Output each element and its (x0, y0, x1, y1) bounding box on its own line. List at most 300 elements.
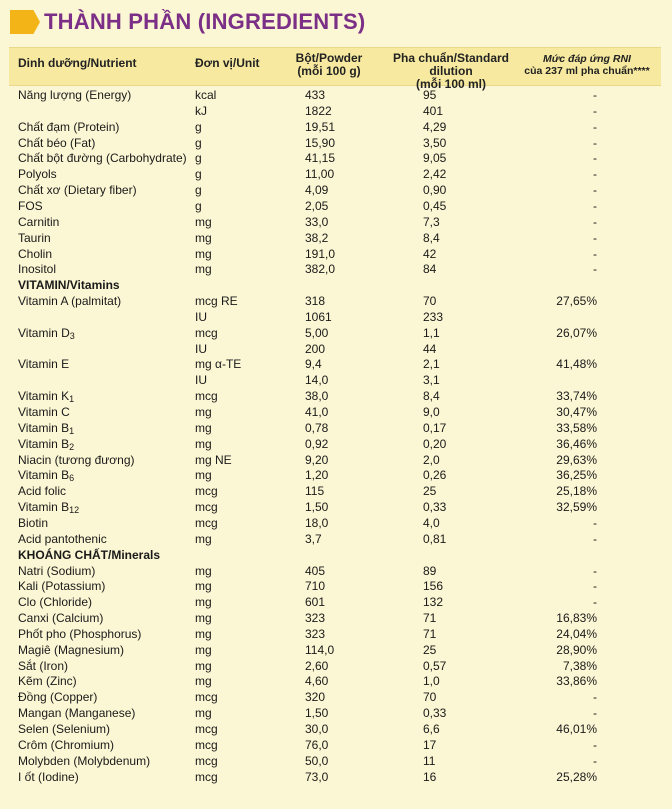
unit-cell: mg (195, 579, 212, 594)
table-row (9, 721, 661, 737)
section-title (18, 547, 160, 563)
nutrient-name-text: Chất béo (Fat) (18, 135, 96, 150)
unit-cell: mg (195, 658, 212, 673)
standard-cell: 0,45 (423, 198, 447, 213)
nutrient-name-text: Acid folic (18, 484, 67, 499)
nutrient-name (18, 420, 74, 436)
rni-cell: - (593, 246, 597, 261)
unit-cell: mg (195, 262, 212, 277)
standard-cell: 0,33 (423, 706, 447, 721)
table-row (9, 198, 661, 214)
standard-cell: 0,17 (423, 420, 447, 435)
rni-cell: - (593, 595, 597, 610)
unit-cell: mg (195, 436, 212, 451)
nutrient-name-text: I ốt (Iodine) (18, 769, 79, 784)
powder-cell: 76,0 (305, 737, 329, 752)
table-row (9, 452, 661, 468)
rni-cell: - (593, 690, 597, 705)
nutrient-name-text: Vitamin B (18, 436, 70, 451)
nutrient-name (18, 499, 79, 515)
standard-cell: 42 (423, 246, 437, 261)
nutrient-name (18, 467, 74, 483)
table-row (9, 293, 661, 309)
arrow-marker-icon (10, 10, 40, 34)
standard-cell: 0,20 (423, 436, 447, 451)
standard-cell: 1,0 (423, 674, 440, 689)
table-row (9, 309, 661, 325)
unit-cell: mcg (195, 690, 218, 705)
powder-cell: 33,0 (305, 214, 329, 229)
standard-cell: 70 (423, 294, 437, 309)
nutrient-name (18, 87, 131, 103)
unit-cell: g (195, 135, 202, 150)
powder-cell: 5,00 (305, 325, 329, 340)
nutrient-name-text: Kali (Potassium) (18, 579, 106, 594)
nutrient-name (18, 483, 66, 499)
unit-cell: mcg (195, 737, 218, 752)
header-unit: Đơn vị/Unit (195, 56, 260, 70)
rni-cell: 30,47% (556, 405, 597, 419)
nutrient-name-text: Molybden (Molybdenum) (18, 753, 151, 768)
unit-cell: mcg (195, 500, 218, 515)
nutrient-name (18, 610, 103, 626)
unit-cell: mg α-TE (195, 357, 242, 372)
powder-cell: 382,0 (305, 262, 336, 277)
nutrient-name (18, 673, 77, 689)
table-row (9, 737, 661, 753)
nutrient-name (18, 594, 92, 610)
table-row (9, 658, 661, 674)
rni-cell: 28,90% (556, 642, 597, 657)
nutrient-name-text: Chất bột đường (Carbohydrate) (18, 151, 187, 166)
rni-cell: - (593, 167, 597, 182)
standard-cell: 17 (423, 737, 437, 752)
unit-cell: mg (195, 420, 212, 435)
nutrient-name (18, 214, 59, 230)
nutrient-name-text: KHOÁNG CHẤT/Minerals (18, 547, 161, 562)
rni-cell: - (593, 151, 597, 166)
powder-cell: 710 (305, 579, 326, 594)
nutrient-subscript: 1 (69, 425, 75, 436)
table-row (9, 689, 661, 705)
table-row (9, 103, 661, 119)
rni-cell: - (593, 563, 597, 578)
standard-cell: 9,0 (423, 405, 440, 419)
powder-cell: 15,90 (305, 135, 336, 150)
header-rni-line1: Mức đáp ứng RNI (543, 53, 631, 65)
powder-cell: 1,50 (305, 500, 329, 515)
nutrient-name (18, 769, 79, 785)
table-row (9, 610, 661, 626)
table-row (9, 594, 661, 610)
standard-cell: 2,1 (423, 357, 440, 372)
rni-cell: - (593, 737, 597, 752)
header-standard-line2: (mỗi 100 ml) (415, 77, 487, 91)
unit-cell: mg (195, 626, 212, 641)
unit-cell: mcg (195, 753, 218, 768)
nutrient-name-text: Vitamin C (18, 405, 70, 419)
nutrient-name-text: Kẽm (Zinc) (18, 674, 77, 689)
rni-cell: 7,38% (562, 658, 597, 673)
unit-cell: mcg (195, 769, 218, 784)
standard-cell: 25 (423, 484, 437, 499)
standard-cell: 9,05 (423, 151, 447, 166)
unit-cell: mg (195, 246, 212, 261)
nutrient-name (18, 705, 135, 721)
table-row (9, 563, 661, 579)
standard-cell: 0,90 (423, 183, 447, 198)
nutrient-name (18, 293, 121, 309)
nutrient-name (18, 356, 69, 372)
table-row (9, 261, 661, 277)
nutrient-name-text: Sắt (Iron) (18, 658, 69, 673)
rni-cell: - (593, 753, 597, 768)
table-row (9, 182, 661, 198)
nutrient-name-text: Biotin (18, 515, 49, 530)
powder-cell: 30,0 (305, 722, 329, 736)
unit-cell: mcg (195, 484, 218, 499)
standard-cell: 11 (423, 753, 436, 768)
rni-cell: 32,59% (556, 500, 597, 515)
unit-cell: mg (195, 214, 212, 229)
powder-cell: 2,05 (305, 198, 329, 213)
standard-cell: 156 (423, 579, 444, 594)
header-powder (289, 52, 369, 78)
nutrient-name-text: Carnitin (18, 214, 60, 229)
rni-cell: - (593, 230, 597, 245)
powder-cell: 0,92 (305, 436, 329, 451)
unit-cell: g (195, 198, 202, 213)
nutrient-name-text: Vitamin B (18, 420, 70, 435)
header-rni (517, 53, 657, 77)
nutrient-name (18, 737, 114, 753)
nutrient-name-text: Vitamin D (18, 325, 70, 340)
standard-cell: 233 (423, 309, 444, 324)
nutrient-name (18, 753, 150, 769)
nutrient-name-text: VITAMIN/Vitamins (18, 278, 120, 293)
rni-cell: 33,58% (556, 420, 597, 435)
powder-cell: 601 (305, 595, 326, 610)
unit-cell: g (195, 151, 202, 166)
header-standard (371, 52, 531, 91)
powder-cell: 14,0 (305, 373, 329, 388)
table-row (9, 673, 661, 689)
table-header (9, 47, 661, 91)
powder-cell: 38,2 (305, 230, 329, 245)
rni-cell: 33,86% (556, 674, 597, 689)
powder-cell: 9,20 (305, 452, 329, 467)
unit-cell: kJ (195, 103, 207, 118)
powder-cell: 405 (305, 563, 326, 578)
nutrient-name (18, 642, 124, 658)
unit-cell: mg (195, 563, 212, 578)
standard-cell: 25 (423, 642, 437, 657)
nutrient-name (18, 166, 57, 182)
table-row (9, 214, 661, 230)
table-row (9, 356, 661, 372)
unit-cell: mcg (195, 389, 218, 404)
powder-cell: 114,0 (305, 642, 335, 657)
nutrient-name-text: Năng lượng (Energy) (18, 88, 132, 102)
nutrient-name-text: Magiê (Magnesium) (18, 642, 125, 657)
powder-cell: 191,0 (305, 246, 336, 261)
table-row (9, 626, 661, 642)
nutrient-name (18, 198, 43, 214)
standard-cell: 4,29 (423, 119, 447, 134)
nutrient-name-text: Inositol (18, 262, 57, 277)
rni-cell: - (593, 214, 597, 229)
table-row (9, 372, 661, 388)
nutrient-name-text: Crôm (Chromium) (18, 737, 114, 752)
powder-cell: 18,0 (305, 515, 329, 530)
unit-cell: mg (195, 531, 212, 546)
rni-cell: 29,63% (556, 452, 597, 467)
table-row (9, 499, 661, 515)
nutrient-name (18, 563, 95, 579)
powder-cell: 38,0 (305, 389, 329, 404)
powder-cell: 4,09 (305, 183, 329, 198)
nutrient-name-text: Taurin (18, 230, 51, 245)
powder-cell: 433 (305, 88, 326, 102)
table-row (9, 753, 661, 769)
unit-cell: mg NE (195, 452, 232, 467)
unit-cell: g (195, 167, 202, 182)
header-powder-line1: Bột/Powder (295, 51, 363, 65)
table-row (9, 246, 661, 262)
standard-cell: 0,26 (423, 468, 447, 483)
standard-cell: 4,0 (423, 515, 440, 530)
table-row (9, 483, 661, 499)
section-header-row (9, 277, 661, 293)
standard-cell: 89 (423, 563, 437, 578)
unit-cell: IU (195, 309, 207, 324)
powder-cell: 1,20 (305, 468, 329, 483)
unit-cell: mcg (195, 515, 218, 530)
nutrient-name-text: Cholin (18, 246, 53, 261)
rni-cell: 25,18% (556, 484, 597, 499)
nutrient-subscript: 6 (69, 473, 75, 484)
standard-cell: 84 (423, 262, 437, 277)
page-title: THÀNH PHẦN (INGREDIENTS) (44, 9, 366, 34)
standard-cell: 7,3 (423, 214, 440, 229)
unit-cell: kcal (195, 88, 217, 102)
nutrient-name (18, 150, 187, 166)
powder-cell: 318 (305, 294, 326, 309)
header-nutrient: Dinh dưỡng/Nutrient (18, 56, 137, 70)
powder-cell: 323 (305, 611, 326, 626)
unit-cell: mg (195, 642, 212, 657)
table-row (9, 531, 661, 547)
powder-cell: 41,15 (305, 151, 336, 166)
standard-cell: 0,33 (423, 500, 447, 515)
rni-cell: - (593, 88, 597, 102)
standard-cell: 71 (423, 626, 437, 641)
powder-cell: 1,50 (305, 706, 329, 721)
nutrient-name-text: Niacin (tương đương) (18, 452, 135, 467)
header-standard-line1: Pha chuẩn/Standard dilution (392, 51, 510, 78)
nutrition-table (9, 47, 661, 802)
nutrient-name-text: Vitamin B (18, 500, 70, 515)
powder-cell: 50,0 (305, 753, 329, 768)
title-bar (0, 0, 672, 44)
rni-cell: 36,25% (556, 468, 597, 483)
nutrient-name (18, 246, 52, 262)
powder-cell: 2,60 (305, 658, 329, 673)
rni-cell: 36,46% (556, 436, 597, 451)
section-title (18, 277, 120, 293)
rni-cell: - (593, 103, 597, 118)
rni-cell: 26,07% (556, 325, 597, 340)
table-row (9, 705, 661, 721)
unit-cell: mg (195, 230, 212, 245)
rni-cell: - (593, 579, 597, 594)
standard-cell: 1,1 (423, 325, 440, 340)
nutrient-name (18, 135, 95, 151)
nutrient-name-text: Acid pantothenic (18, 531, 107, 546)
table-row (9, 325, 661, 341)
nutrient-name (18, 436, 74, 452)
nutrient-name-text: FOS (18, 198, 43, 213)
nutrient-name (18, 531, 107, 547)
nutrient-subscript: 1 (69, 394, 75, 405)
table-row (9, 404, 661, 420)
unit-cell: mg (195, 595, 212, 610)
table-row (9, 420, 661, 436)
nutrient-name (18, 119, 119, 135)
standard-cell: 44 (423, 341, 437, 356)
rni-cell: - (593, 183, 597, 198)
rni-cell: 16,83% (556, 611, 597, 626)
nutrient-name-text: Phốt pho (Phosphorus) (18, 626, 142, 641)
section-header-row (9, 547, 661, 563)
standard-cell: 0,81 (423, 531, 447, 546)
standard-cell: 401 (423, 103, 444, 118)
nutrient-name-text: Vitamin K (18, 389, 70, 404)
standard-cell: 16 (423, 769, 437, 784)
nutrient-name (18, 578, 105, 594)
table-row (9, 341, 661, 357)
table-row (9, 166, 661, 182)
unit-cell: IU (195, 373, 207, 388)
standard-cell: 0,57 (423, 658, 447, 673)
nutrient-subscript: 3 (69, 330, 75, 341)
rni-cell: - (593, 706, 597, 721)
table-row (9, 436, 661, 452)
nutrient-name (18, 182, 137, 198)
table-row (9, 87, 661, 103)
nutrient-name (18, 689, 97, 705)
powder-cell: 200 (305, 341, 326, 356)
table-row (9, 642, 661, 658)
rni-cell: 27,65% (556, 294, 597, 309)
powder-cell: 11,00 (305, 167, 335, 182)
unit-cell: mg (195, 468, 212, 483)
nutrient-subscript: 12 (69, 505, 80, 516)
powder-cell: 73,0 (305, 769, 329, 784)
rni-cell: 41,48% (556, 357, 597, 372)
rni-cell: 25,28% (556, 769, 597, 784)
unit-cell: g (195, 119, 202, 134)
standard-cell: 2,0 (423, 452, 440, 467)
table-row (9, 578, 661, 594)
rni-cell: - (593, 531, 597, 546)
nutrient-name-text: Vitamin E (18, 357, 70, 372)
nutrient-name (18, 325, 75, 341)
unit-cell: mg (195, 674, 212, 689)
table-row (9, 515, 661, 531)
header-rni-line2: của 237 ml pha chuẩn**** (524, 65, 650, 77)
powder-cell: 3,7 (305, 531, 322, 546)
nutrient-name-text: Vitamin A (palmitat) (18, 294, 122, 309)
nutrient-name-text: Natri (Sodium) (18, 563, 96, 578)
standard-cell: 6,6 (423, 722, 440, 736)
unit-cell: g (195, 183, 202, 198)
rni-cell: - (593, 262, 597, 277)
table-row (9, 769, 661, 785)
nutrient-name (18, 515, 48, 531)
nutrient-name-text: Vitamin B (18, 468, 70, 483)
unit-cell: mcg (195, 722, 218, 736)
header-powder-line2: (mỗi 100 g) (297, 64, 361, 78)
rni-cell: - (593, 198, 597, 213)
standard-cell: 132 (423, 595, 444, 610)
table-row (9, 230, 661, 246)
table-row (9, 150, 661, 166)
table-row (9, 135, 661, 151)
unit-cell: mcg (195, 325, 218, 340)
rni-cell: - (593, 119, 597, 134)
standard-cell: 95 (423, 88, 437, 102)
nutrient-name-text: Canxi (Calcium) (18, 611, 104, 626)
powder-cell: 115 (305, 484, 325, 499)
powder-cell: 0,78 (305, 420, 329, 435)
nutrient-name-text: Clo (Chloride) (18, 595, 93, 610)
powder-cell: 320 (305, 690, 326, 705)
nutrient-name (18, 388, 74, 404)
nutrient-name-text: Polyols (18, 167, 57, 182)
table-row (9, 119, 661, 135)
unit-cell: mg (195, 405, 212, 419)
powder-cell: 19,51 (305, 119, 336, 134)
table-row (9, 467, 661, 483)
standard-cell: 2,42 (423, 167, 447, 182)
nutrient-name (18, 626, 141, 642)
unit-cell: mg (195, 706, 212, 721)
nutrient-name-text: Đồng (Copper) (18, 690, 98, 705)
powder-cell: 1061 (305, 309, 332, 324)
rni-cell: 24,04% (556, 626, 597, 641)
rni-cell: - (593, 135, 597, 150)
standard-cell: 70 (423, 690, 437, 705)
powder-cell: 9,4 (305, 357, 322, 372)
nutrient-subscript: 2 (69, 441, 75, 452)
powder-cell: 41,0 (305, 405, 329, 419)
nutrient-name (18, 658, 68, 674)
unit-cell: IU (195, 341, 207, 356)
nutrient-name (18, 261, 56, 277)
rni-cell: - (593, 515, 597, 530)
rni-cell: 46,01% (556, 722, 597, 736)
table-row (9, 388, 661, 404)
nutrient-name-text: Selen (Selenium) (18, 722, 111, 736)
powder-cell: 4,60 (305, 674, 329, 689)
nutrient-name-text: Mangan (Manganese) (18, 706, 136, 721)
nutrient-name (18, 230, 51, 246)
standard-cell: 3,50 (423, 135, 447, 150)
nutrient-name-text: Chất đạm (Protein) (18, 119, 120, 134)
standard-cell: 3,1 (423, 373, 440, 388)
nutrient-name-text: Chất xơ (Dietary fiber) (18, 183, 137, 198)
